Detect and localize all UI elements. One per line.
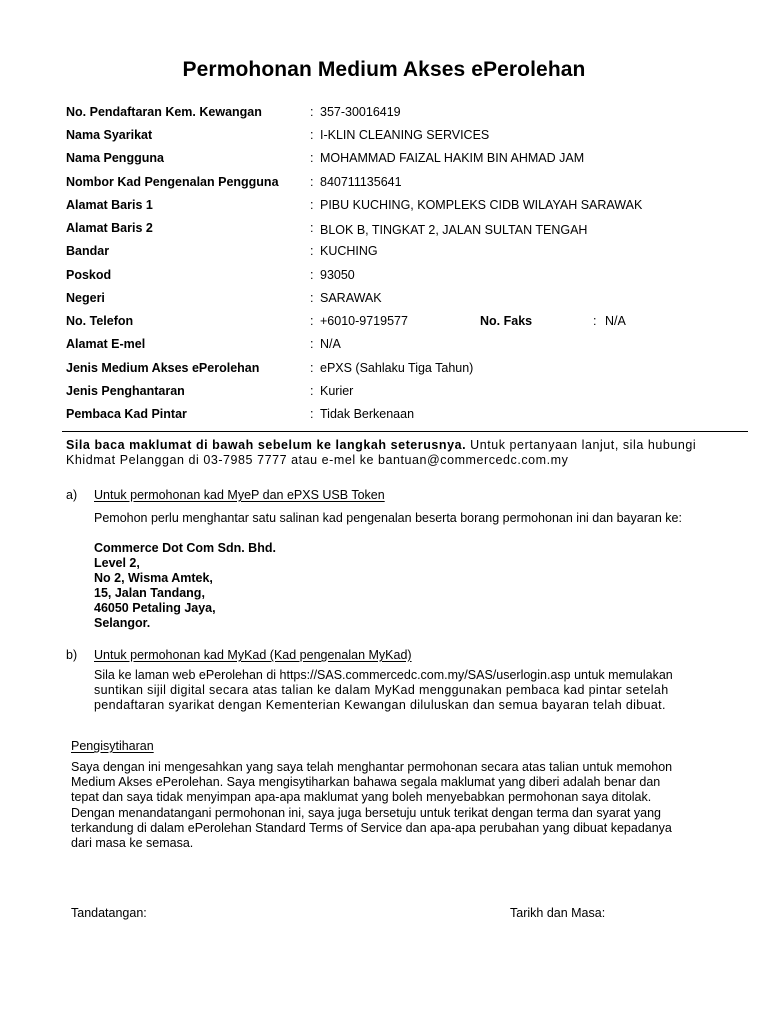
field-row-address-1 xyxy=(66,198,153,213)
field-label: Negeri xyxy=(66,291,105,305)
field-label: Nombor Kad Pengenalan Pengguna xyxy=(66,175,279,189)
field-row-company xyxy=(66,128,152,143)
field-value: MOHAMMAD FAIZAL HAKIM BIN AHMAD JAM xyxy=(320,151,585,165)
divider xyxy=(62,431,748,432)
field-colon: : xyxy=(310,337,314,351)
field-colon: : xyxy=(310,175,314,189)
field-row-postcode xyxy=(66,268,111,283)
field-row-phone xyxy=(66,314,133,329)
field-label: Jenis Penghantaran xyxy=(66,384,185,398)
field-value: PIBU KUCHING, KOMPLEKS CIDB WILAYAH SARAWAK xyxy=(320,198,643,212)
address-line: 15, Jalan Tandang, xyxy=(94,586,205,601)
field-value: ePXS (Sahlaku Tiga Tahun) xyxy=(320,361,474,375)
date-time-label: Tarikh dan Masa: xyxy=(510,906,606,920)
signature-label: Tandatangan: xyxy=(71,906,147,920)
field-label: Nama Syarikat xyxy=(66,128,153,142)
field-row-ic-number xyxy=(66,175,279,190)
field-value: 93050 xyxy=(320,268,355,282)
field-value: Kurier xyxy=(320,384,354,398)
field-colon: : xyxy=(310,244,314,258)
field-value: N/A xyxy=(320,337,341,351)
section-b-marker: b) xyxy=(66,648,78,662)
field-label: Alamat Baris 1 xyxy=(66,198,153,212)
field-value: SARAWAK xyxy=(320,291,382,305)
declaration-line: terkandung di dalam ePerolehan Standard Terms of Service dan apa-apa perubahan yang dibuat kepadanya xyxy=(71,820,672,835)
field-colon: : xyxy=(310,361,314,375)
page-title: Permohonan Medium Akses ePerolehan xyxy=(182,58,586,81)
section-a-heading: Untuk permohonan kad MyeP dan ePXS USB Token xyxy=(94,488,385,502)
declaration-line: Dengan menandatangani permohonan ini, saya juga bersetuju untuk terikat dengan terma dan syarat yang xyxy=(71,805,661,820)
field-colon: : xyxy=(310,291,314,305)
field-colon: : xyxy=(310,314,314,328)
notice xyxy=(66,438,756,468)
field-label: Alamat Baris 2 xyxy=(66,221,153,235)
address-line: Commerce Dot Com Sdn. Bhd. xyxy=(94,541,276,555)
field-label: Pembaca Kad Pintar xyxy=(66,407,187,421)
section-b-line-2: suntikan sijil digital secara atas talian ke dalam MyKad menggunakan pembaca kad pintar setelah xyxy=(94,683,669,697)
address-line: No 2, Wisma Amtek, xyxy=(94,571,213,586)
field-label: No. Telefon xyxy=(66,314,134,328)
field-value: KUCHING xyxy=(320,244,378,258)
notice-bold: Sila baca maklumat di bawah sebelum ke langkah seterusnya. xyxy=(66,438,467,452)
fax-value: N/A xyxy=(605,314,626,328)
field-row-city xyxy=(66,244,109,259)
field-row-delivery xyxy=(66,384,185,399)
declaration-line: dari masa ke semasa. xyxy=(71,836,194,851)
declaration-line: Saya dengan ini mengesahkan yang saya telah menghantar permohonan secara atas talian untuk memohon xyxy=(71,760,673,774)
field-colon: : xyxy=(310,221,314,235)
field-value: Tidak Berkenaan xyxy=(320,407,415,421)
address-line: Level 2, xyxy=(94,556,140,571)
fax-label: No. Faks xyxy=(480,314,533,328)
field-value: 357-30016419 xyxy=(320,105,401,119)
field-colon: : xyxy=(310,198,314,212)
field-colon: : xyxy=(310,105,314,119)
field-row-state xyxy=(66,291,105,306)
address-line: Selangor. xyxy=(94,616,151,631)
field-label: Alamat E-mel xyxy=(66,337,146,351)
field-value: I-KLIN CLEANING SERVICES xyxy=(320,128,490,142)
notice-line-2: Khidmat Pelanggan di 03-7985 7777 atau e-mel ke bantuan@commercedc.com.my xyxy=(66,453,569,468)
field-value: +6010-9719577 xyxy=(320,314,408,328)
field-row-user-name xyxy=(66,151,164,166)
field-colon: : xyxy=(310,407,314,421)
field-label: Jenis Medium Akses ePerolehan xyxy=(66,361,260,375)
section-a-marker: a) xyxy=(66,488,78,502)
section-a-text: Pemohon perlu menghantar satu salinan kad pengenalan beserta borang permohonan ini dan bayaran ke: xyxy=(94,511,682,525)
field-colon: : xyxy=(310,384,314,398)
address-line: 46050 Petaling Jaya, xyxy=(94,601,216,616)
notice-text: Untuk pertanyaan lanjut, sila hubungi xyxy=(466,438,697,452)
field-label: Nama Pengguna xyxy=(66,151,164,165)
fax-label-row xyxy=(480,314,532,329)
declaration-text xyxy=(71,760,672,851)
declaration-line: Medium Akses ePerolehan. Saya mengisytiharkan bahawa segala maklumat yang diberi adalah benar dan xyxy=(71,775,661,790)
field-value: 840711135641 xyxy=(320,175,402,189)
field-row-registration xyxy=(66,105,262,120)
declaration-heading: Pengisytiharan xyxy=(71,739,154,753)
field-row-address-2 xyxy=(66,221,153,236)
declaration-line: tepat dan saya tidak menyimpan apa-apa maklumat yang boleh menyebabkan permohonan saya ditolak. xyxy=(71,790,652,805)
section-b-line-1: Sila ke laman web ePerolehan di https://SAS.commercedc.com.my/SAS/userlogin.asp untuk memulakan xyxy=(94,668,673,682)
field-colon: : xyxy=(310,128,314,142)
field-label: Bandar xyxy=(66,244,110,258)
field-row-card-reader xyxy=(66,407,187,422)
field-row-email xyxy=(66,337,145,352)
section-b-line-3: pendaftaran syarikat dengan Kementerian Kewangan diluluskan dan semua bayaran telah dibuat. xyxy=(94,698,666,712)
section-b-heading: Untuk permohonan kad MyKad (Kad pengenalan MyKad) xyxy=(94,648,412,662)
field-colon: : xyxy=(310,268,314,282)
field-label: No. Pendaftaran Kem. Kewangan xyxy=(66,105,262,119)
field-row-access-medium xyxy=(66,361,259,376)
field-colon: : xyxy=(310,151,314,165)
field-label: Poskod xyxy=(66,268,112,282)
field-colon: : xyxy=(593,314,597,328)
field-value: BLOK B, TINGKAT 2, JALAN SULTAN TENGAH xyxy=(320,223,588,237)
delivery-address xyxy=(94,541,276,632)
